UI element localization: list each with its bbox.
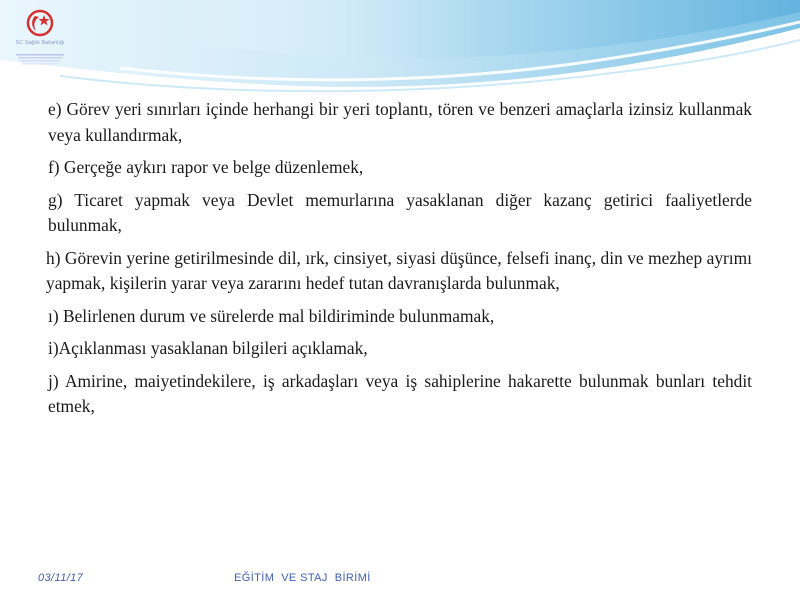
list-item: g) Ticaret yapmak veya Devlet memurlarına yasaklanan diğer kazanç getirici faaliyetlerde bulunmak,	[48, 189, 752, 235]
header-wave-decoration	[0, 0, 800, 110]
list-item: f) Gerçeğe aykırı rapor ve belge düzenlemek,	[48, 157, 364, 177]
footer-center-text: EĞİTİM VE STAJ BİRİMİ	[234, 572, 371, 584]
ministry-logo	[8, 6, 72, 68]
list-item: e) Görev yeri sınırları içinde herhangi bir yeri toplantı, tören ve benzeri amaçlarla izinsiz kullanmak veya kullandırmak,	[48, 99, 752, 145]
list-item: i)Açıklanması yasaklanan bilgileri açıklamak,	[48, 338, 368, 358]
list-item: j) Amirine, maiyetindekilere, iş arkadaşları veya iş sahiplerine hakarette bulunmak bunları tehdit etmek,	[48, 370, 752, 416]
list-item: h) Görevin yerine getirilmesinde dil, ırk, cinsiyet, siyasi düşünce, felsefi inanç, din ve mezhep ayrımı yapmak, kişilerin yarar veya zararını hedef tutan davranışlarda bulunmak,	[46, 247, 752, 293]
slide-content	[48, 97, 752, 427]
footer-date: 03/11/17	[38, 572, 84, 584]
logo-org-name: SC Sağlık Bakanlığı	[15, 40, 65, 46]
list-item: ı) Belirlenen durum ve sürelerde mal bildiriminde bulunmamak,	[48, 305, 495, 326]
